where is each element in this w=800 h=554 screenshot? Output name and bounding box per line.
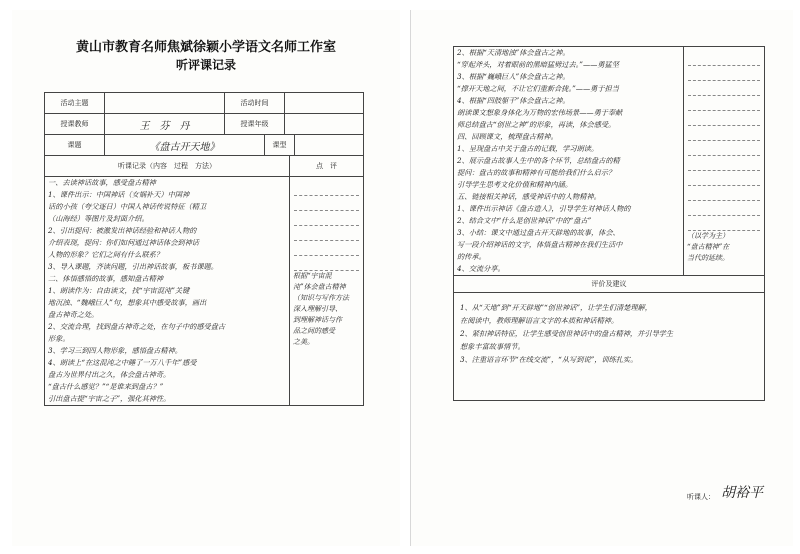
- label-lesson: 课题: [45, 135, 105, 155]
- comment-dash-line: [294, 256, 359, 271]
- note-line: 盘古为世界付出之久，体会盘古神奇。: [48, 370, 171, 379]
- note-line: 4、根据“四肢躯干”体会盘古之神。: [457, 96, 570, 105]
- comment-line: （知识与写作方法: [293, 294, 349, 302]
- listener-signature: [687, 482, 763, 502]
- comment-dash-line: [294, 211, 359, 226]
- note-line: 四、回顾课文，梳理盘古精神。: [457, 132, 558, 141]
- note-line: 1、朗读作为：自由读文，找“宇宙混沌”关键: [48, 286, 190, 295]
- workshop-title: 黄山市教育名师焦斌徐颖小学语文名师工作室: [75, 40, 336, 55]
- comment-dash-line: [688, 96, 760, 111]
- note-line: 引导学生思考文化价值和精神内涵。: [457, 180, 573, 189]
- comment-line: 到理解神话与作: [293, 316, 342, 324]
- note-line: 人物的形象？它们之间有什么联系？: [48, 250, 164, 259]
- comment-dash-line: [294, 196, 359, 211]
- continuation-notes: [454, 47, 684, 275]
- note-line: 2、结合文中“什么是创世神话”中的“盘古”: [457, 216, 592, 225]
- evaluation-line: 1、从“天地”到“开天辟地”“创世神话”，让学生们清楚理解，: [460, 303, 652, 312]
- label-topic: 活动主题: [45, 93, 105, 113]
- comment-dash-line: [688, 66, 760, 81]
- label-grade: 授课年级: [225, 114, 285, 134]
- note-line: 1、课件出示神话《盘古造人》，引导学生对神话人物的: [457, 204, 631, 213]
- value-lesson: 《盘古开天地》: [105, 135, 265, 155]
- label-type: 课型: [265, 135, 295, 155]
- comment-line: “盘古精神”在: [687, 243, 730, 251]
- note-line: 1、课件出示：中国神话（女娲补天）中国神: [48, 190, 190, 199]
- row-lesson: [45, 135, 363, 156]
- comment-dash-line: [688, 216, 760, 231]
- label-teacher: 授课教师: [45, 114, 105, 134]
- note-line: 话的小孩（夸父逐日）中国人神话传说特征（精卫: [48, 202, 207, 211]
- note-line: 地沉浊、“魏峨巨人”句，想象其中感受故事，画出: [48, 298, 207, 307]
- comment-line: 深入理解引导、: [293, 305, 342, 313]
- note-line: （山海经）等图片及封面介绍。: [48, 214, 149, 223]
- comment-dash-line: [294, 226, 359, 241]
- comment-line: （以学为主）: [687, 232, 729, 240]
- note-line: “盘古什么感觉？”“是谁来到盘古？”: [48, 382, 164, 391]
- listener-name: 胡裕平: [721, 485, 763, 501]
- right-page: [410, 10, 793, 546]
- note-line: 2、展示盘古故事人生中的各个环节，总结盘古的精: [457, 156, 620, 165]
- value-time: [285, 93, 363, 113]
- header-comment: 点 评: [316, 162, 337, 170]
- note-line: 朗读课文想象身体化为万物的宏伟场景——勇于奉献: [457, 108, 623, 117]
- listener-label: 听课人：: [687, 493, 715, 501]
- header-content: 听课记录（内容 过程 方法）: [45, 156, 290, 176]
- lesson-notes: [45, 177, 290, 405]
- comment-dash-line: [688, 51, 760, 66]
- evaluation-line: 3、注重语言环节“在线交流”，“从写到说”，训练扎实。: [460, 355, 638, 364]
- comment-dash-line: [688, 156, 760, 171]
- note-line: 五、链接相关神话，感受神话中的人物精神。: [457, 192, 601, 201]
- note-line: 二、体悟感悟的故事，感知盘古精神: [48, 274, 164, 283]
- note-line: 3、根据“巍峨巨人”体会盘古之神。: [457, 72, 570, 81]
- row-teacher: [45, 114, 363, 135]
- note-line: 师总结盘古“创世之神”的形象，再读，体会感受。: [457, 120, 616, 129]
- left-page: [12, 10, 400, 546]
- comment-line: 沌”体会盘古精神: [293, 283, 346, 291]
- comment-line: 根据“宇宙混: [293, 272, 332, 280]
- note-line: 提问：盘古的故事和精神有可能给我们什么启示？: [457, 168, 616, 177]
- comment-column: [290, 177, 363, 405]
- note-line: 3、导入课题，齐读问题，引出神话故事，板书课题。: [48, 262, 218, 271]
- note-line: 2、交流合理，找到盘古神奇之处，在句子中的感受盘古: [48, 322, 226, 331]
- note-line: 形象。: [48, 334, 70, 343]
- row-headers: [45, 156, 363, 177]
- note-line: 盘古神奇之处。: [48, 310, 99, 319]
- comment-line: 之美。: [293, 338, 314, 346]
- evaluation-header: 评价及建议: [454, 275, 764, 293]
- evaluation-line: 2、紧扣神话特征，让学生感受创世神话中的盘古精神，并引导学生: [460, 329, 674, 338]
- note-line: 2、根据“天清地浊”体会盘古之神。: [457, 48, 570, 57]
- row-topic: [45, 93, 363, 114]
- note-line: 2、引出提问：被激发出神话经验和神话人物的: [48, 226, 197, 235]
- comment-line: 品之间的感受: [293, 327, 335, 335]
- observation-form: [44, 92, 364, 406]
- note-line: 1、呈现盘古中关于盘古的记载，学习朗读。: [457, 144, 599, 153]
- label-time: 活动时间: [225, 93, 285, 113]
- note-line: “撑开天地之间，不让它们重新合拢。”——勇于担当: [457, 84, 619, 93]
- evaluation-line: 想象丰富故事情节。: [460, 342, 525, 351]
- continuation-notes-area: [454, 47, 764, 275]
- note-line: 的传承。: [457, 252, 486, 261]
- comment-dash-line: [688, 186, 760, 201]
- comment-dash-line: [688, 201, 760, 216]
- continuation-comment-column: [684, 47, 764, 275]
- value-topic: [105, 93, 225, 113]
- notes-area: [45, 177, 363, 405]
- note-line: 写一段介绍神话的文字，体悟盘古精神在我们生活中: [457, 240, 623, 249]
- note-line: 3、学习三到四人物形象，感悟盘古精神。: [48, 346, 182, 355]
- note-line: 引出盘古提“宇宙之子”，强化其神性。: [48, 394, 171, 403]
- comment-dash-line: [294, 181, 359, 196]
- comment-dash-line: [688, 141, 760, 156]
- note-line: 4、交流分享。: [457, 264, 505, 273]
- comment-line: 当代的延续。: [687, 254, 729, 262]
- record-subtitle: 听评课记录: [175, 58, 236, 72]
- comment-dash-line: [688, 171, 760, 186]
- evaluation-body: [454, 293, 764, 400]
- evaluation-line: 在阅读中，教师理解语言文字的本质和神话精神。: [460, 316, 619, 325]
- comment-dash-line: [688, 81, 760, 96]
- value-grade: [285, 114, 363, 134]
- note-line: 3、小结：课文中通过盘古开天辟地的故事，体会、: [457, 228, 620, 237]
- comment-dash-line: [688, 111, 760, 126]
- value-teacher: 王 芬 丹: [105, 114, 225, 134]
- note-line: “穿起斧头，对着眼前的黑暗猛劈过去。”——勇猛坚: [457, 60, 619, 69]
- comment-dash-line: [688, 126, 760, 141]
- continuation-form: [453, 46, 765, 401]
- note-line: 4、朗读上“在这混沌之中睡了一万八千年”感受: [48, 358, 197, 367]
- note-line: 介绍表现，提问：你们如何通过神话体会到神话: [48, 238, 199, 247]
- value-type: [295, 135, 363, 155]
- note-line: 一、去读神话故事，感受盘古精神: [48, 178, 156, 187]
- comment-dash-line: [294, 241, 359, 256]
